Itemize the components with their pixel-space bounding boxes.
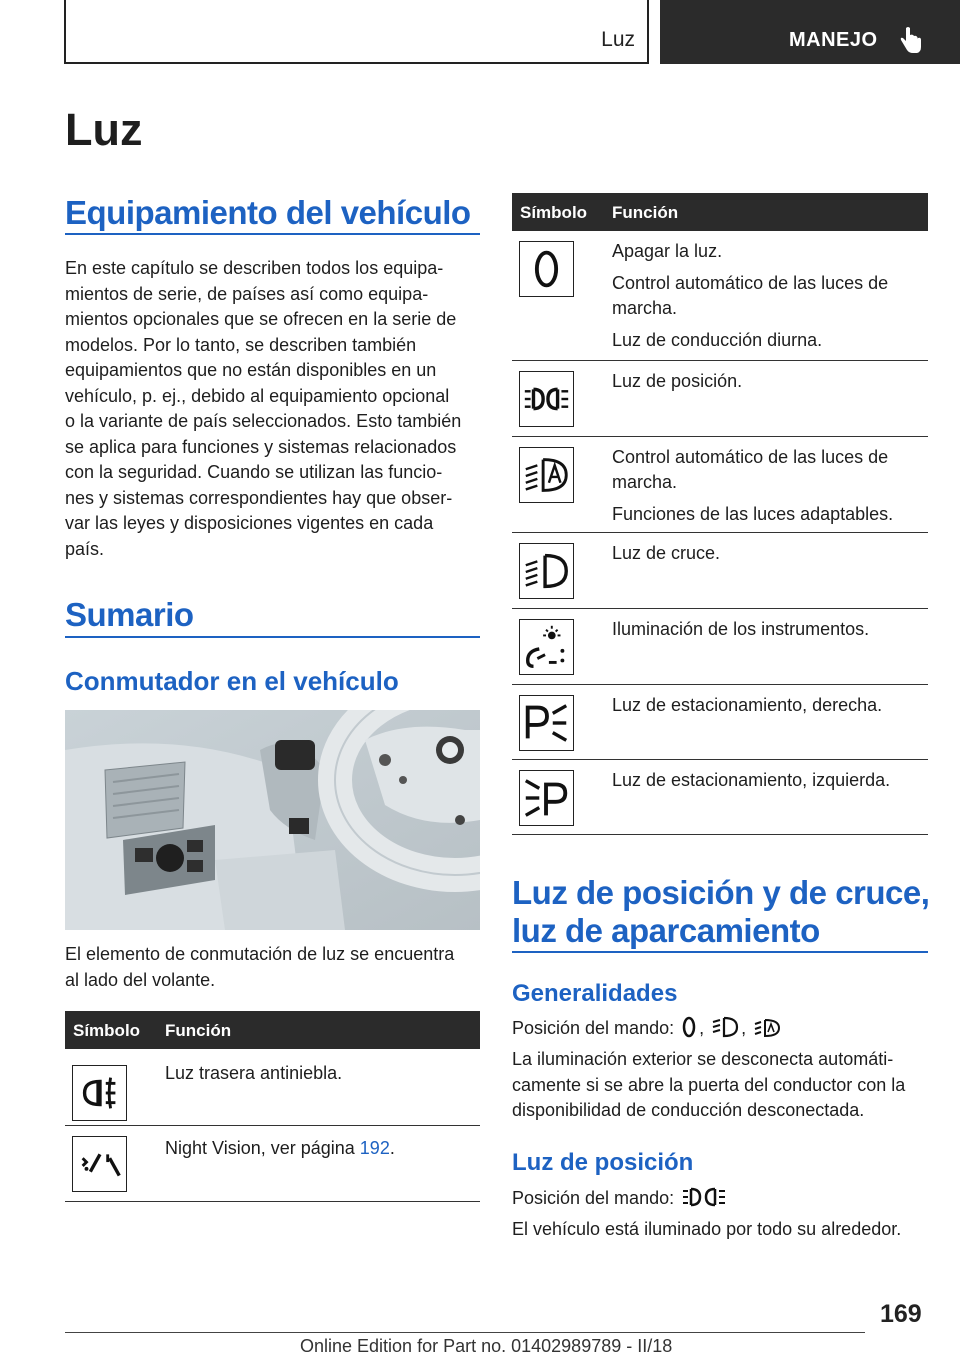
subheading-generalidades: Generalidades (512, 980, 678, 1007)
instrument-lighting-icon (519, 619, 574, 675)
heading-rule (65, 636, 480, 638)
parking-lights-icon (519, 371, 574, 427)
table-row (512, 760, 928, 835)
page-title: Luz (65, 104, 143, 155)
low-beam-icon (711, 1016, 739, 1038)
col-symbol-header: Símbolo (520, 203, 588, 222)
table-header (512, 193, 928, 231)
row-function-text: Night Vision, ver página 192. (165, 1138, 395, 1158)
table-row (512, 533, 928, 609)
page-link[interactable]: 192 (359, 1138, 390, 1158)
footer-rule (65, 1332, 865, 1333)
section-heading-sumario: Sumario (65, 596, 194, 633)
subheading-conmutador: Conmutador en el vehículo (65, 666, 399, 696)
night-vision-icon (72, 1136, 127, 1192)
equipamiento-paragraph: En este capítulo se describen todos los equipa‐ mientos de serie, de países así como equipa‐ mientos opcionales que se ofrecen en la serie de modelos. Por lo tanto, se describen también equipamientos que no están disponibles en un vehículo, p. ej., debido al equipamiento opcional o la variante de país seleccionados. Esto también se aplica para funciones y sistemas relacionados con la seguridad. Cuando se utilizan las funcio‐ nes y sistemas correspondientes hay que obser‐ var las leyes y disposiciones vigentes en cada país. (65, 258, 462, 559)
table-row (65, 1049, 480, 1126)
row-function-text: Luz de posición. (612, 371, 743, 391)
table-row (512, 609, 928, 685)
parking-light-right-icon (519, 695, 574, 751)
header-section-label: Luz (601, 28, 635, 51)
header-section-box (64, 0, 649, 64)
footer-text: Online Edition for Part no. 01402989789 - II/18 (300, 1336, 673, 1356)
pointing-hand-icon (897, 26, 923, 54)
row-function-text: Luz de cruce. (612, 543, 721, 563)
table-row (65, 1126, 480, 1202)
col-symbol-header: Símbolo (73, 1021, 141, 1040)
col-function-header: Función (165, 1021, 232, 1040)
generalidades-paragraph: La iluminación exterior se desconecta automáti‐ camente si se abre la puerta del conductor con la disponibilidad de conducción desconectada. (512, 1049, 906, 1120)
page-number: 169 (880, 1300, 922, 1328)
row-function-text: Apagar la luz. Control automático de las luces de marcha. Luz de conducción diurna. (612, 241, 889, 350)
row-function-text: Control automático de las luces de marcha. Funciones de las luces adaptables. (612, 447, 894, 524)
switch-position-line: Posición del mando: , , (512, 1016, 932, 1042)
lights-off-icon (681, 1016, 697, 1038)
symbol-table-right (512, 193, 928, 835)
parking-lights-icon (681, 1186, 731, 1208)
table-row (512, 361, 928, 437)
auto-headlight-icon (519, 447, 574, 503)
luz-posicion-paragraph: El vehículo está iluminado por todo su alrededor. (512, 1219, 902, 1239)
row-function-text: Luz trasera antiniebla. (165, 1063, 343, 1083)
dashboard-light-switch-photo (65, 710, 480, 930)
heading-rule (65, 233, 480, 235)
heading-rule (512, 951, 928, 953)
section-heading-posicion-cruce: Luz de posición y de cruce, luz de aparcamiento (512, 874, 930, 949)
row-function-text: Luz de estacionamiento, izquierda. (612, 770, 891, 790)
col-function-header: Función (612, 203, 679, 222)
lights-off-icon (519, 241, 574, 297)
auto-headlight-icon (753, 1016, 781, 1038)
rear-fog-light-icon (72, 1065, 127, 1121)
photo-caption: El elemento de conmutación de luz se encuentra al lado del volante. (65, 944, 455, 990)
subheading-luz-posicion: Luz de posición (512, 1149, 694, 1176)
table-row (512, 685, 928, 760)
section-heading-equipamiento: Equipamiento del vehículo (65, 194, 471, 231)
table-row (512, 437, 928, 533)
row-function-text: Iluminación de los instrumentos. (612, 619, 870, 639)
low-beam-icon (519, 543, 574, 599)
chapter-tab (660, 0, 960, 64)
chapter-label: MANEJO (789, 29, 878, 51)
table-row (512, 231, 928, 361)
table-header (65, 1011, 480, 1049)
symbol-table-left (65, 1011, 480, 1203)
parking-light-left-icon (519, 770, 574, 826)
row-function-text: Luz de estacionamiento, derecha. (612, 695, 883, 715)
switch-position-line: Posición del mando: (512, 1186, 932, 1212)
